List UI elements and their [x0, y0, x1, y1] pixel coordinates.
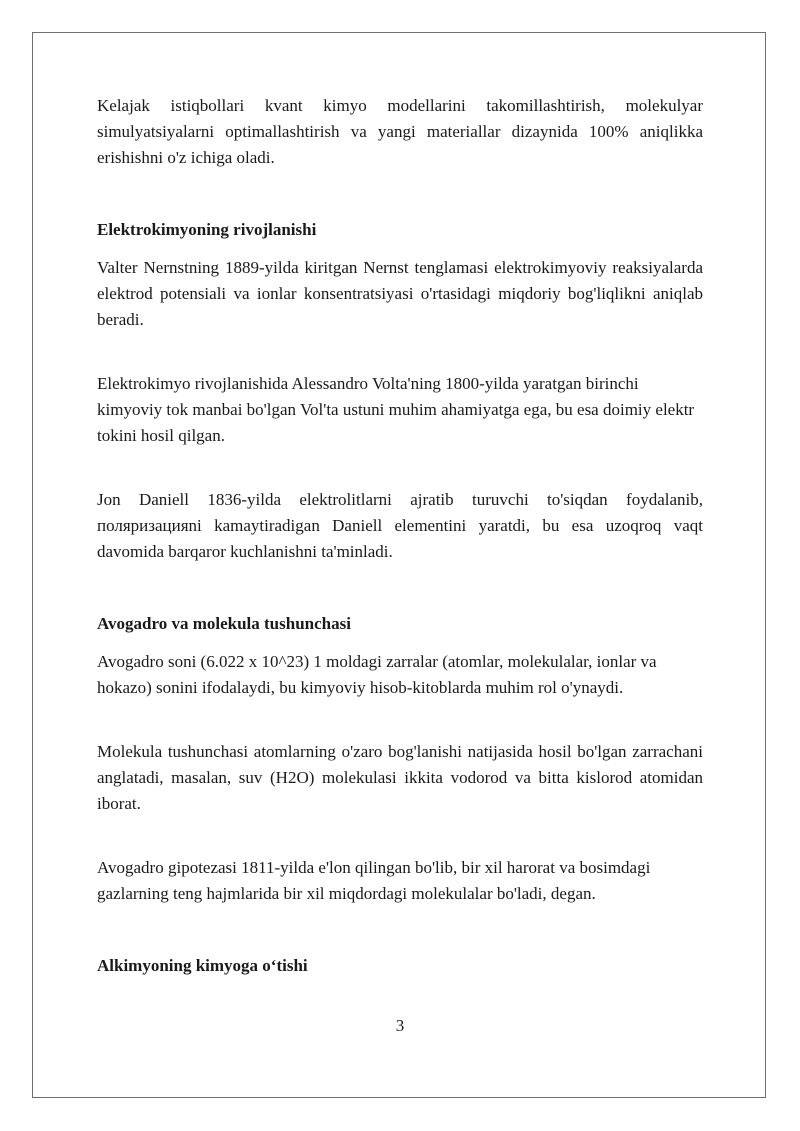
- section-heading-electrochemistry: Elektrokimyoning rivojlanishi: [97, 220, 317, 239]
- paragraph-avogadro-hypothesis: Avogadro gipotezasi 1811-yilda e'lon qilingan bo'lib, bir xil harorat va bosimdagi gazlarning teng hajmlarida bir xil miqdordagi molekulalar bo'ladi, degan.: [97, 858, 651, 903]
- paragraph-molecule-concept: Molekula tushunchasi atomlarning o'zaro bog'lanishi natijasida hosil bo'lgan zarrachani anglatadi, masalan, suv (H2O) molekulasi ikkita vodorod va bitta kislorod atomidan iborat.: [97, 742, 703, 813]
- section-heading-alchemy-to-chemistry: Alkimyoning kimyoga o‘tishi: [97, 956, 308, 975]
- section-heading-avogadro: Avogadro va molekula tushunchasi: [97, 614, 351, 633]
- paragraph-future-prospects: Kelajak istiqbollari kvant kimyo modellarini takomillashtirish, molekulyar simulyatsiyalarni optimallashtirish va yangi materiallar dizaynida 100% aniqlikka erishishni o'z ichiga oladi.: [97, 96, 703, 167]
- paragraph-daniell-cell: Jon Daniell 1836-yilda elektrolitlarni ajratib turuvchi to'siqdan foydalanib, поляризацияni kamaytiradigan Daniell elementini yaratdi, bu esa uzoqroq vaqt davomida barqaror kuchlanishni ta'minladi.: [97, 490, 703, 561]
- paragraph-nernst-equation: Valter Nernstning 1889-yilda kiritgan Nernst tenglamasi elektrokimyoviy reaksiyalarda elektrod potensiali va ionlar konsentratsiyasi o'rtasidagi miqdoriy bog'liqlikni aniqlab beradi.: [97, 258, 703, 329]
- page-number: 3: [395, 1016, 405, 1035]
- paragraph-avogadro-number: Avogadro soni (6.022 x 10^23) 1 moldagi zarralar (atomlar, molekulalar, ionlar va hokazo) sonini ifodalaydi, bu kimyoviy hisob-kitoblarda muhim rol o'ynaydi.: [97, 652, 657, 697]
- document-body: [97, 93, 703, 979]
- paragraph-volta-pile: Elektrokimyo rivojlanishida Alessandro Volta'ning 1800-yilda yaratgan birinchi kimyoviy tok manbai bo'lgan Vol'ta ustuni muhim ahamiyatga ega, bu esa doimiy elektr tokini hosil qilgan.: [97, 374, 695, 445]
